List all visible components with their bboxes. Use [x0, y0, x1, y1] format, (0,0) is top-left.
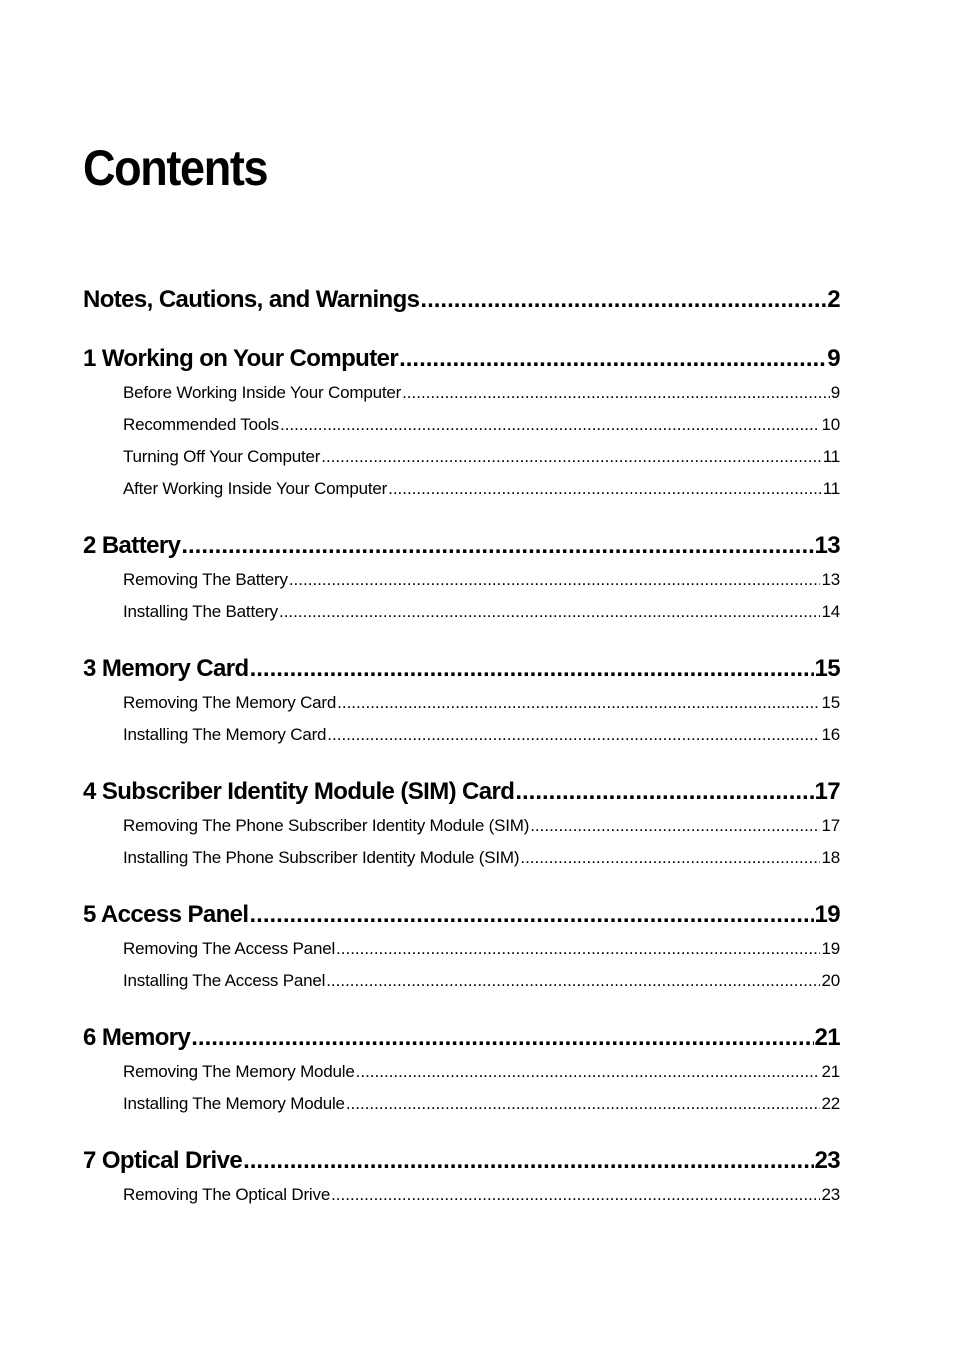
dot-leader	[181, 528, 813, 564]
toc-entry-link[interactable]	[83, 719, 840, 751]
toc-page-number: 14	[821, 602, 840, 621]
dot-leader	[191, 1020, 813, 1056]
dot-leader	[280, 409, 821, 441]
toc-chapter-link[interactable]	[83, 774, 840, 810]
toc-entry-link[interactable]	[83, 1088, 840, 1120]
toc-entry-link[interactable]	[83, 1056, 840, 1088]
toc-entry-link[interactable]	[83, 965, 840, 997]
dot-leader	[250, 651, 814, 687]
toc-page-number: 10	[821, 415, 840, 434]
toc-page-number: 19	[814, 901, 840, 928]
dot-leader	[388, 473, 822, 505]
toc-page-number: 16	[821, 725, 840, 744]
toc-entry-link[interactable]	[83, 564, 840, 596]
toc-entry-link[interactable]	[83, 409, 840, 441]
toc-page-number: 2	[827, 286, 840, 313]
toc-entry-link[interactable]	[83, 473, 840, 505]
toc-page-number: 17	[814, 778, 840, 805]
toc-section	[83, 897, 840, 997]
toc-section	[83, 282, 840, 318]
toc-chapter-title: 7 Optical Drive	[83, 1147, 243, 1174]
toc-section	[83, 774, 840, 874]
toc-page-number: 9	[827, 345, 840, 372]
toc-entry-title: Removing The Memory Card	[123, 693, 337, 712]
toc-page-number: 21	[814, 1024, 840, 1051]
toc-chapter-title: 1 Working on Your Computer	[83, 345, 399, 372]
toc-chapter-link[interactable]	[83, 282, 840, 318]
toc-entry-link[interactable]	[83, 377, 840, 409]
dot-leader	[420, 282, 826, 318]
toc-chapter-title: 5 Access Panel	[83, 901, 249, 928]
toc-entry-title: Installing The Memory Card	[123, 725, 327, 744]
dot-leader	[331, 1179, 820, 1211]
dot-leader	[402, 377, 830, 409]
toc-entry-title: Removing The Memory Module	[123, 1062, 355, 1081]
toc-page-number: 19	[821, 939, 840, 958]
toc-entry-title: Removing The Battery	[123, 570, 288, 589]
toc-entry-title: Removing The Optical Drive	[123, 1185, 331, 1204]
dot-leader	[250, 897, 814, 933]
toc-section	[83, 528, 840, 628]
toc-page-number: 13	[821, 570, 840, 589]
toc-section	[83, 1143, 840, 1211]
toc-entry-title: Installing The Access Panel	[123, 971, 326, 990]
toc-entry-link[interactable]	[83, 441, 840, 473]
toc-section	[83, 1020, 840, 1120]
dot-leader	[279, 596, 821, 628]
toc-chapter-title: 4 Subscriber Identity Module (SIM) Card	[83, 778, 515, 805]
toc-entry-title: Installing The Battery	[123, 602, 278, 621]
dot-leader	[530, 810, 820, 842]
toc-page-number: 15	[821, 693, 840, 712]
dot-leader	[336, 933, 820, 965]
toc-chapter-link[interactable]	[83, 341, 840, 377]
toc-entry-title: Installing The Phone Subscriber Identity Module (SIM)	[123, 848, 520, 867]
toc-page-number: 13	[814, 532, 840, 559]
toc-chapter-link[interactable]	[83, 528, 840, 564]
dot-leader	[346, 1088, 821, 1120]
toc-chapter-link[interactable]	[83, 651, 840, 687]
toc-chapter-link[interactable]	[83, 1020, 840, 1056]
toc-entry-title: Removing The Access Panel	[123, 939, 336, 958]
toc-entry-title: Recommended Tools	[123, 415, 279, 434]
toc-entry-link[interactable]	[83, 687, 840, 719]
toc-chapter-title: 2 Battery	[83, 532, 181, 559]
dot-leader	[515, 774, 813, 810]
dot-leader	[321, 441, 822, 473]
toc-entry-link[interactable]	[83, 842, 840, 874]
toc-entry-link[interactable]	[83, 810, 840, 842]
toc-chapter-link[interactable]	[83, 1143, 840, 1179]
toc-page-number: 21	[821, 1062, 840, 1081]
dot-leader	[520, 842, 820, 874]
dot-leader	[326, 965, 820, 997]
table-of-contents	[83, 282, 840, 1211]
toc-chapter-title: 6 Memory	[83, 1024, 191, 1051]
toc-entry-title: Removing The Phone Subscriber Identity Module (SIM)	[123, 816, 530, 835]
dot-leader	[243, 1143, 813, 1179]
toc-chapter-link[interactable]	[83, 897, 840, 933]
toc-page-number: 23	[821, 1185, 840, 1204]
toc-entry-title: Before Working Inside Your Computer	[123, 383, 402, 402]
toc-entry-link[interactable]	[83, 596, 840, 628]
toc-page-number: 23	[814, 1147, 840, 1174]
toc-page-number: 22	[821, 1094, 840, 1113]
toc-entry-title: After Working Inside Your Computer	[123, 479, 388, 498]
dot-leader	[289, 564, 821, 596]
toc-page-number: 15	[814, 655, 840, 682]
toc-page-number: 17	[821, 816, 840, 835]
dot-leader	[337, 687, 820, 719]
toc-entry-title: Turning Off Your Computer	[123, 447, 321, 466]
toc-section	[83, 651, 840, 751]
toc-entry-title: Installing The Memory Module	[123, 1094, 345, 1113]
toc-section	[83, 341, 840, 505]
toc-page-number: 11	[822, 479, 840, 498]
toc-page-number: 20	[821, 971, 840, 990]
dot-leader	[327, 719, 820, 751]
toc-page-number: 11	[822, 447, 840, 466]
toc-chapter-title: Notes, Cautions, and Warnings	[83, 286, 420, 313]
dot-leader	[399, 341, 826, 377]
toc-chapter-title: 3 Memory Card	[83, 655, 249, 682]
toc-page-number: 9	[830, 383, 840, 402]
toc-entry-link[interactable]	[83, 933, 840, 965]
page-title: Contents	[83, 140, 268, 196]
toc-page-number: 18	[821, 848, 840, 867]
toc-entry-link[interactable]	[83, 1179, 840, 1211]
dot-leader	[356, 1056, 821, 1088]
